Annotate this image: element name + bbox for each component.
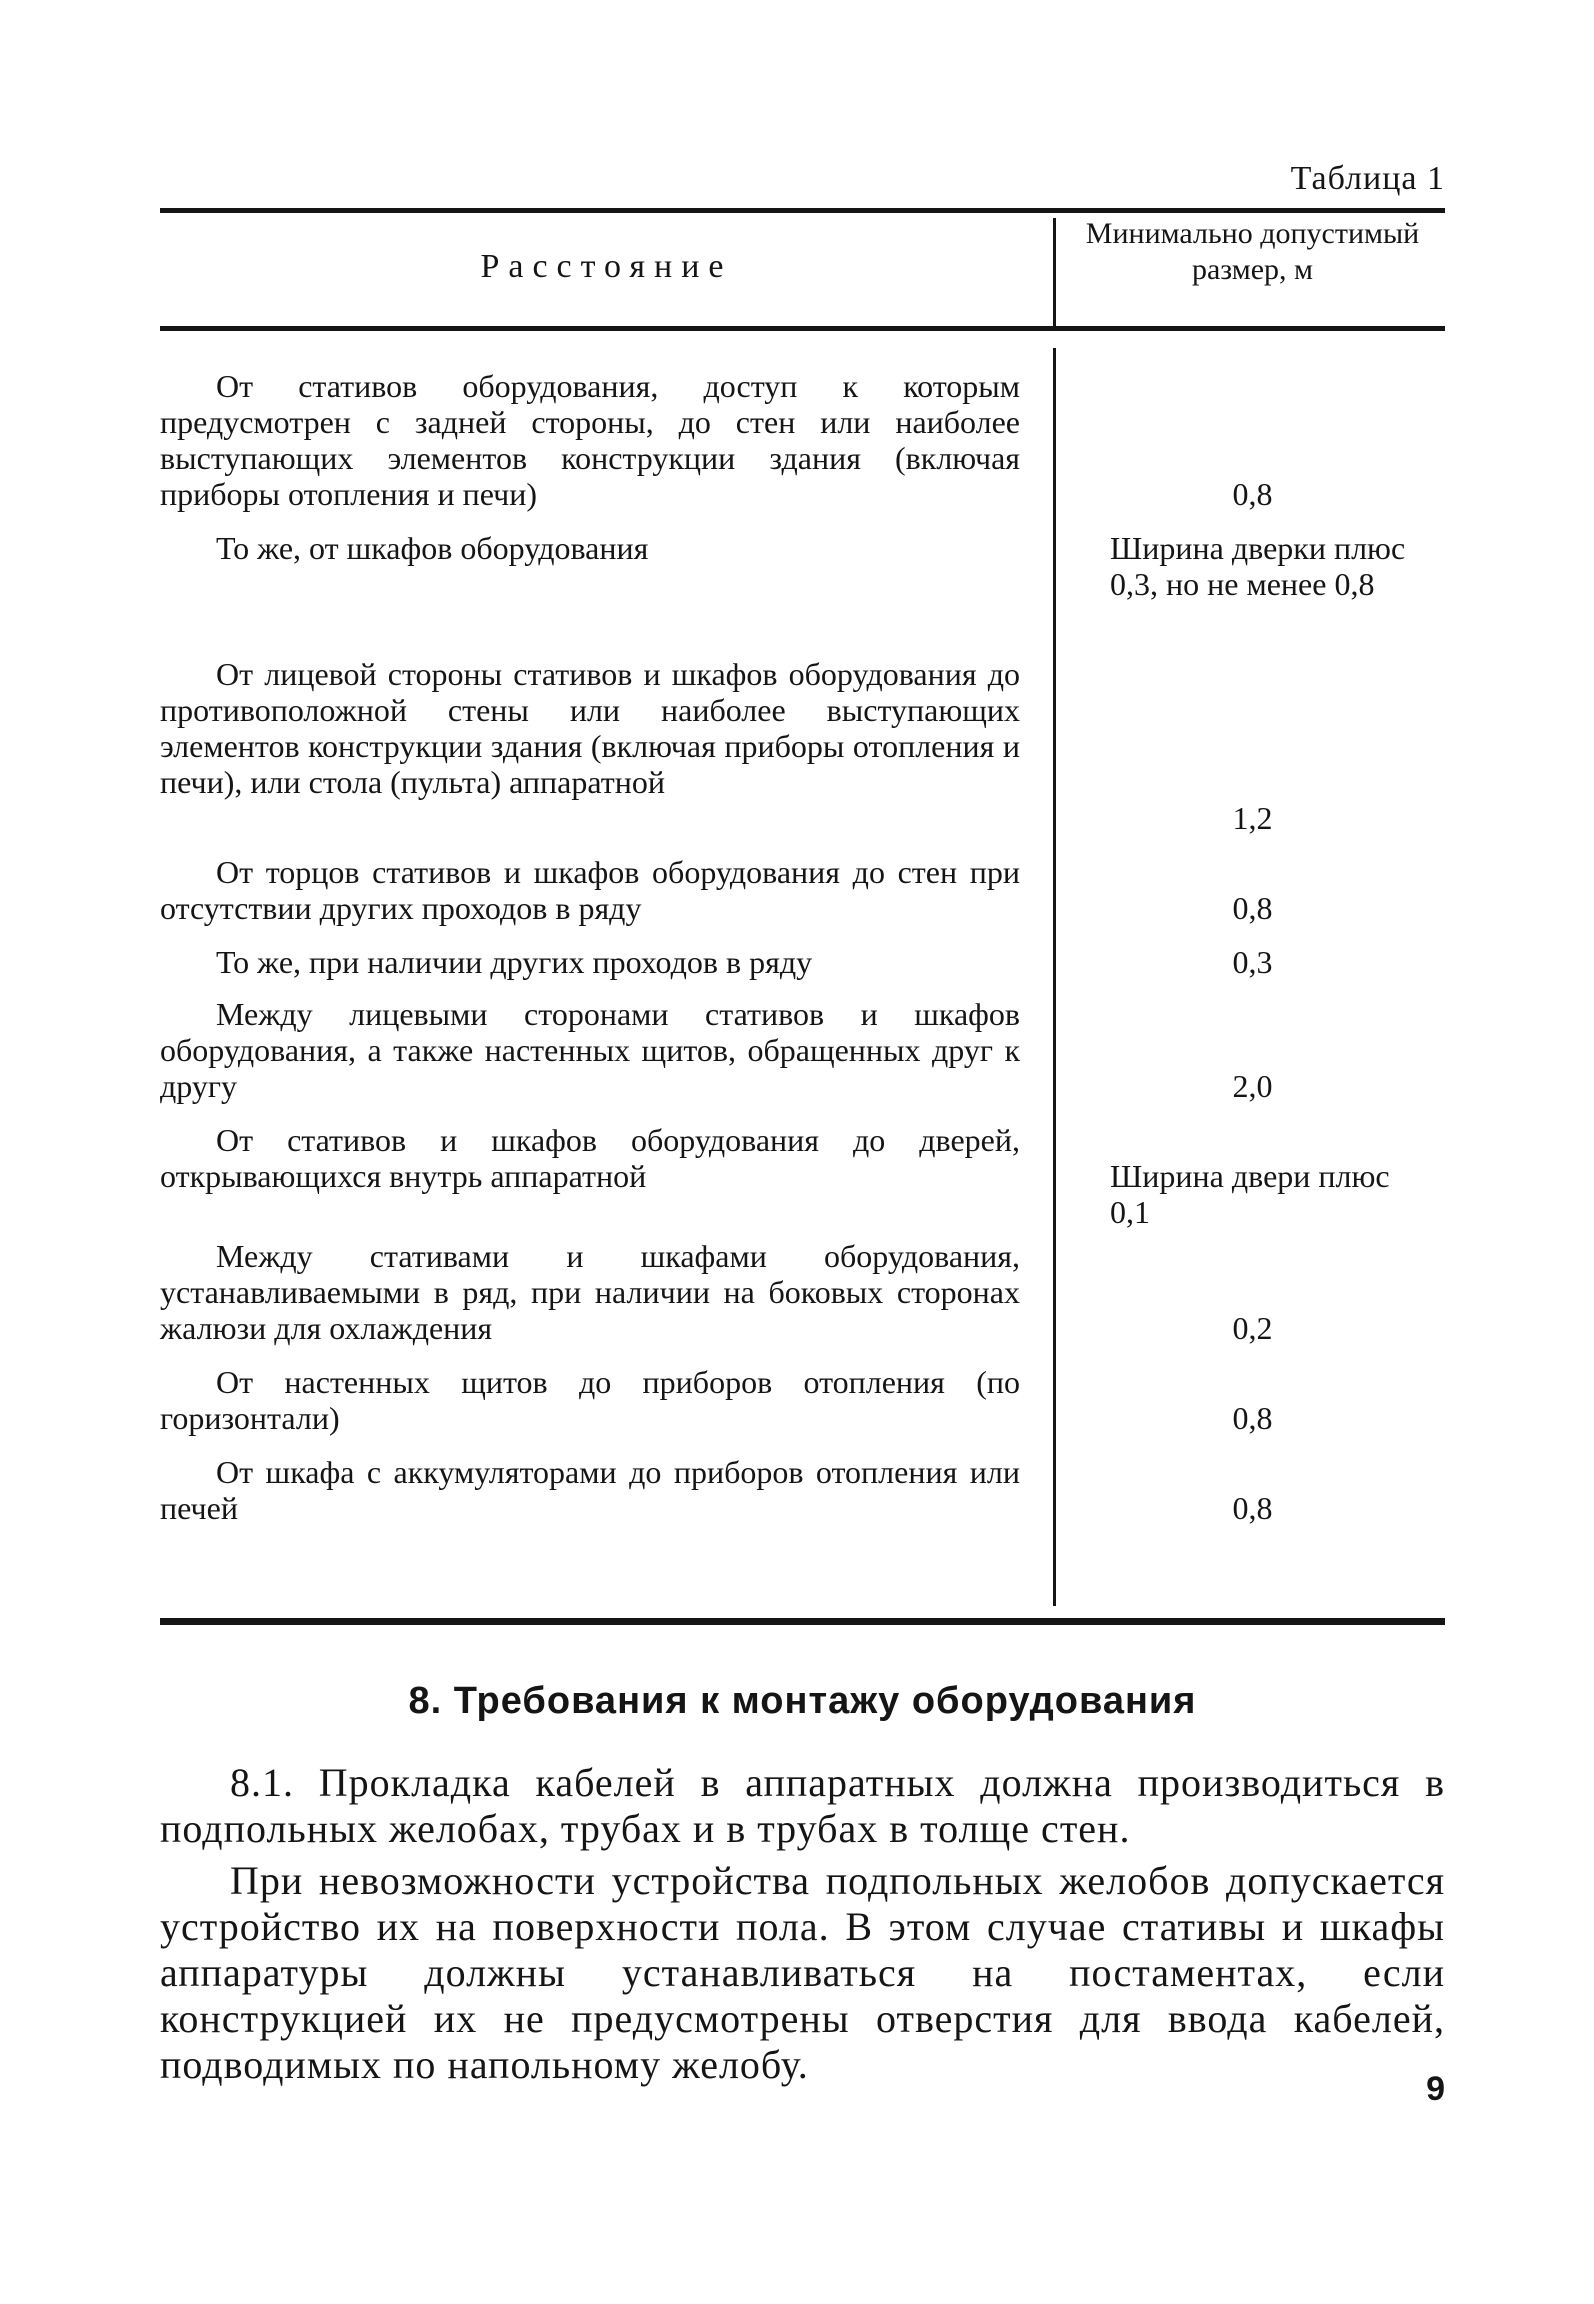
row-description: От торцов стативов и шкафов оборудования до стен при отсутствии других проходов в ряду: [160, 854, 1020, 926]
row-description: То же, от шкафов оборудования: [216, 530, 649, 566]
column-header-min-size: Минимально допустимый размер, м: [1085, 217, 1420, 286]
row-description: То же, при наличии других проходов в ряду: [216, 944, 813, 980]
row-description: От стативов оборудования, доступ к которым предусмотрен с задней стороны, до стен или наиболее выступающих элементов конструкции здания (включая приборы отопления и печи): [160, 368, 1020, 512]
row-description: От стативов и шкафов оборудования до дверей, открывающихся внутрь аппаратной: [160, 1122, 1020, 1194]
row-description: Между лицевыми сторонами стативов и шкафов оборудования, а также настенных щитов, обращенных друг к другу: [160, 996, 1020, 1104]
row-value: 0,8: [1232, 1490, 1273, 1526]
row-value: 0,8: [1232, 1400, 1273, 1436]
row-description: Между стативами и шкафами оборудования, устанавливаемыми в ряд, при наличии на боковых сторонах жалюзи для охлаждения: [160, 1238, 1020, 1346]
table-caption: Таблица 1: [1290, 160, 1445, 197]
row-value: 0,8: [1232, 890, 1273, 926]
row-value: 0,3: [1232, 944, 1273, 980]
row-value: Ширина двери плюс 0,1: [1110, 1158, 1390, 1230]
row-description: От шкафа с аккумуляторами до приборов отопления или печей: [160, 1454, 1020, 1526]
table-bottom-rule: [160, 1618, 1445, 1625]
paragraph: При невозможности устройства подпольных желобов допускается устройство их на поверхности пола. В этом случае стативы и шкафы аппаратуры должны устанавливаться на постаментах, если конструкцией их не предусмотрены отверстия для ввода кабелей, подводимых по напольному желобу.: [160, 1858, 1445, 2087]
paragraph: 8.1. Прокладка кабелей в аппаратных должна производиться в подпольных желобах, трубах и в трубах в толще стен.: [160, 1760, 1445, 1851]
row-value: 1,2: [1232, 800, 1273, 836]
header-column-divider: [1053, 218, 1056, 326]
body-column-divider: [1053, 348, 1056, 1606]
table-header-rule: [160, 326, 1445, 331]
page-number: 9: [1426, 2070, 1445, 2108]
column-header-distance: Расстояние: [480, 248, 733, 285]
row-value: Ширина дверки плюс 0,3, но не менее 0,8: [1110, 530, 1406, 602]
row-description: От лицевой стороны стативов и шкафов оборудования до противоположной стены или наиболее выступающих элементов конструкции здания (включая приборы отопления и печи), или стола (пульта) аппаратной: [160, 656, 1020, 800]
row-description: От настенных щитов до приборов отопления (по горизонтали): [160, 1364, 1020, 1436]
row-value: 2,0: [1232, 1068, 1273, 1104]
row-value: 0,8: [1232, 476, 1273, 512]
section-heading: 8. Требования к монтажу оборудования: [408, 1680, 1197, 1722]
row-value: 0,2: [1232, 1310, 1273, 1346]
table-top-rule: [160, 208, 1445, 213]
